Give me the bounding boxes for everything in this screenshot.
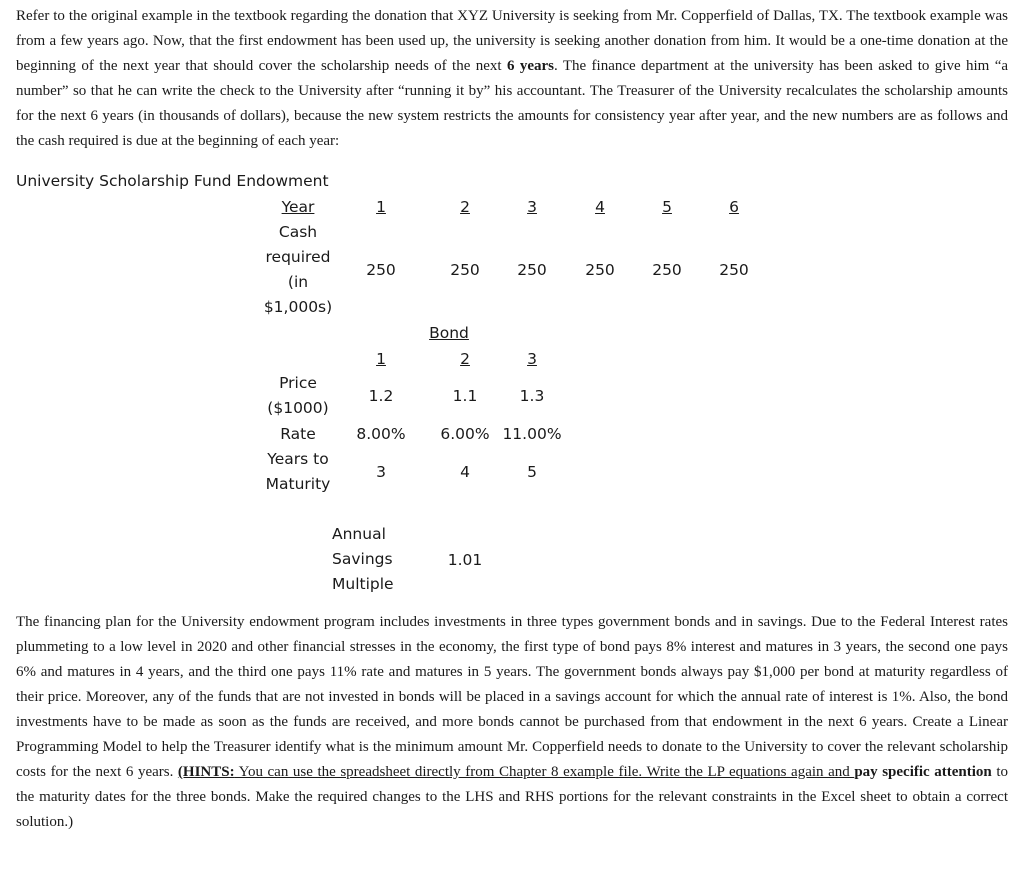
maturity-value: 5 xyxy=(527,463,537,481)
pay-attention-text: pay specific attention xyxy=(854,764,992,780)
maturity-value: 3 xyxy=(376,463,386,481)
maturity-value: 4 xyxy=(460,463,470,481)
savings-label-line: Annual xyxy=(332,525,386,543)
year-label: Year xyxy=(281,198,315,216)
savings-label-line: Savings xyxy=(332,550,393,568)
year-cell: 5 xyxy=(662,198,672,216)
cash-value: 250 xyxy=(585,261,615,279)
cash-label-line: required xyxy=(265,248,331,266)
cash-label-line: (in xyxy=(287,273,309,291)
closing-text-part2: to the maturity dates for the three bonds. Make the required changes to the LHS and RHS portions for the relevant constraints in the Excel sheet to obtain a correct solution.) xyxy=(16,764,1008,830)
year-cell: 4 xyxy=(595,198,605,216)
rate-value: 6.00% xyxy=(440,425,490,443)
bond-number: 2 xyxy=(460,350,470,368)
bond-header: Bond xyxy=(429,324,469,342)
price-value: 1.3 xyxy=(519,387,545,405)
hints-label: (HINTS: xyxy=(177,764,235,780)
bond-number: 3 xyxy=(527,350,537,368)
closing-paragraph xyxy=(16,610,1008,835)
maturity-label-line: Years to xyxy=(267,450,329,468)
price-label-line: ($1000) xyxy=(267,399,329,417)
price-value: 1.2 xyxy=(368,387,394,405)
cash-label-line: Cash xyxy=(278,223,318,241)
cash-value: 250 xyxy=(719,261,749,279)
price-label xyxy=(267,371,328,421)
rate-value: 8.00% xyxy=(356,425,406,443)
savings-label-line: Multiple xyxy=(332,575,394,593)
intro-paragraph xyxy=(16,4,1008,154)
rate-label: Rate xyxy=(280,425,316,443)
rate-value: 11.00% xyxy=(502,425,562,443)
cash-required-label xyxy=(264,220,332,320)
cash-value: 250 xyxy=(517,261,547,279)
savings-value: 1.01 xyxy=(447,551,483,569)
year-cell: 2 xyxy=(460,198,470,216)
price-value: 1.1 xyxy=(452,387,478,405)
intro-text-part1: Refer to the original example in the textbook regarding the donation that XYZ University is seeking from Mr. Copperfield of Dallas, TX. The textbook example was from a few years ago. Now, that the first endowment has been used up, the university is seeking another donation from him. It would be a one-time donation at the beginning of the next year that should cover the scholarship needs of the next xyxy=(16,8,1008,74)
intro-text-part2: . The finance department at the university has been asked to give him “a number” so that he can write the check to the University after “running it by” his accountant. The Treasurer of the University recalculates the scholarship amounts for the next 6 years (in thousands of dollars), because the new system restricts the amounts for consistency year after year, and the new numbers are as follows and the cash required is due at the beginning of each year: xyxy=(16,58,1009,149)
bond-number: 1 xyxy=(376,350,386,368)
cash-value: 250 xyxy=(652,261,682,279)
intro-bold-years: 6 years xyxy=(506,58,554,74)
maturity-label xyxy=(266,447,331,497)
year-cell: 3 xyxy=(527,198,537,216)
maturity-label-line: Maturity xyxy=(265,475,331,493)
year-cell: 6 xyxy=(729,198,739,216)
year-cell: 1 xyxy=(376,198,386,216)
price-label-line: Price xyxy=(279,374,317,392)
savings-label xyxy=(332,522,394,597)
hints-text: You can use the spreadsheet directly from Chapter 8 example file. Write the LP equations again and xyxy=(234,764,855,780)
cash-label-line: $1,000s) xyxy=(263,298,333,316)
cash-value: 250 xyxy=(450,261,480,279)
section-title: University Scholarship Fund Endowment xyxy=(16,172,329,190)
closing-text-part1: The financing plan for the University endowment program includes investments in three types government bonds and in savings. Due to the Federal Interest rates plummeting to a low level in 2020 and other financial stresses in the economy, the first type of bond pays 8% interest and matures in 3 years, the second one pays 6% and matures in 4 years, and the third one pays 11% rate and matures in 5 years. The government bonds always pay $1,000 per bond at maturity regardless of their price. Moreover, any of the funds that are not invested in bonds will be placed in a savings account for which the annual rate of interest is 1%. Also, the bond investments have to be made as soon as the funds are received, and more bonds cannot be purchased from that endowment in the next 6 years. Create a Linear Programming Model to help the Treasurer identify what is the minimum amount Mr. Copperfield needs to donate to the University to cover the relevant scholarship costs for the next 6 years. xyxy=(16,614,1008,780)
cash-value: 250 xyxy=(366,261,396,279)
